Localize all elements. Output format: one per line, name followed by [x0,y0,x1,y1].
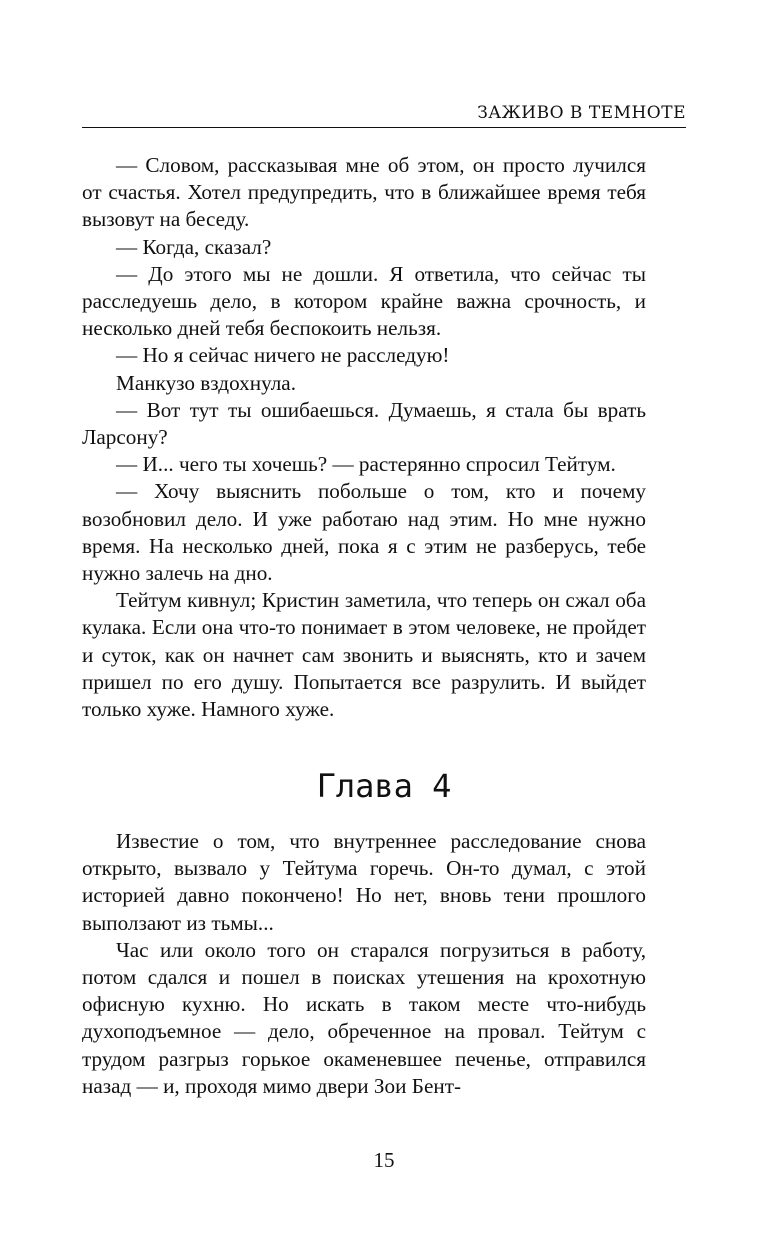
paragraph: — Хочу выяснить побольше о том, кто и почему возобновил дело. И уже работаю над этим. Но мне нужно время. На несколько дней, пока я с этим не разберусь, тебе нужно залечь на дно. [82,479,646,586]
paragraph: — До этого мы не дошли. Я ответила, что сейчас ты расследуешь дело, в котором крайне важна срочность, и несколько дней тебя беспокоить нельзя. [82,261,646,341]
paragraph: — И... чего ты хочешь? — растерянно спросил Тейтум. [116,452,616,477]
body-text-top [82,152,646,723]
paragraph: — Но я сейчас ничего не расследую! [116,343,450,368]
paragraph: Час или около того он старался погрузиться в работу, потом сдался и пошел в поисках утешения на крохотную офисную кухню. Но искать в таком месте что-нибудь духоподъемное — дело, обреченное на провал. Тейтум с трудом разгрыз горькое окаменевшее печенье, отправился назад — и, проходя мимо двери Зои Бент- [82,937,646,1098]
paragraph: Манкузо вздохнула. [116,370,297,395]
paragraph: — Вот тут ты ошибаешься. Думаешь, я стала бы врать Ларсону? [82,397,646,450]
body-text-bottom [82,828,646,1100]
paragraph: — Когда, сказал? [116,234,272,259]
running-head: ЗАЖИВО В ТЕМНОТЕ [82,103,686,128]
page-number: 15 [373,1148,395,1172]
chapter-title: Глава 4 [316,767,452,805]
paragraph: Тейтум кивнул; Кристин заметила, что теперь он сжал оба кулака. Если она что-то понимает в этом человеке, не пройдет и суток, как он начнет сам звонить и выяснять, кто и зачем пришел по его душу. Попытается все разрулить. И выйдет только хуже. Намного хуже. [82,588,646,722]
paragraph: Известие о том, что внутреннее расследование снова открыто, вызвало у Тейтума горечь. Он-то думал, с этой историей давно покончено! Но нет, вновь тени прошлого выползают из тьмы... [82,829,646,935]
paragraph: — Словом, рассказывая мне об этом, он просто лучился от счастья. Хотел предупредить, что в ближайшее время тебя вызовут на беседу. [82,153,646,232]
